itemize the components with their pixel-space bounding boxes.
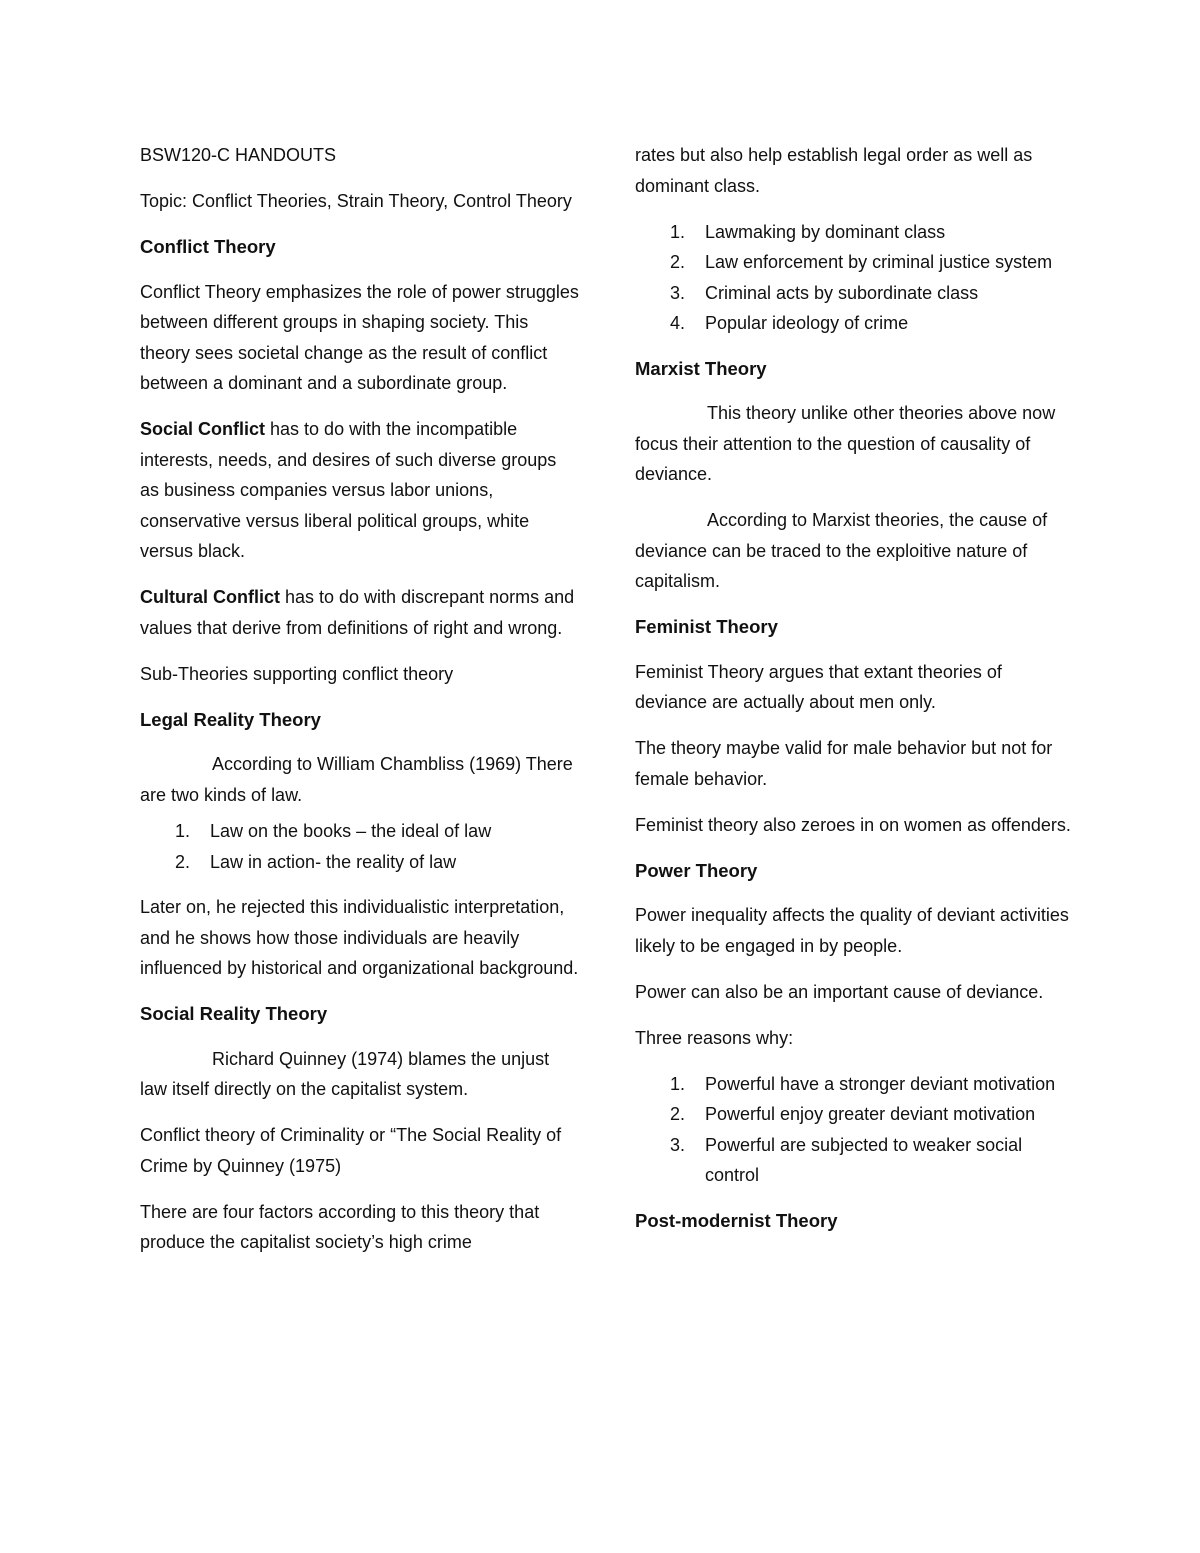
heading-marxist-theory: Marxist Theory: [635, 357, 767, 379]
power-paragraph-2: Power can also be an important cause of deviance.: [635, 981, 1044, 1002]
social-reality-paragraph: Richard Quinney (1974) blames the unjust law itself directly on the capitalist system.: [140, 1048, 550, 1099]
list-number: 3.: [670, 282, 686, 303]
legal-intro-paragraph: According to William Chambliss (1969) There are two kinds of law.: [140, 754, 573, 805]
cultural-conflict-paragraph: [140, 582, 580, 643]
right-column: [635, 140, 1075, 1250]
cultural-conflict-term: Cultural Conflict: [140, 587, 280, 607]
conflict-theory-paragraph: Conflict Theory emphasizes the role of power struggles between different groups in shaping society. This theory sees societal change as the result of conflict between a dominant and a subordinate group.: [140, 281, 579, 393]
subtheories-line: Sub-Theories supporting conflict theory: [140, 663, 454, 684]
cultural-conflict-text: has to do with discrepant norms and values that derive from definitions of right and wrong.: [140, 587, 575, 638]
list-number: 3.: [670, 1134, 686, 1155]
reasons-list: [635, 1069, 1075, 1191]
list-number: 2.: [670, 1104, 686, 1124]
list-text: Criminal acts by subordinate class: [705, 282, 979, 303]
list-text: Powerful enjoy greater deviant motivation: [705, 1104, 1036, 1124]
list-number: 1.: [670, 221, 686, 242]
list-item: [635, 1099, 1075, 1130]
feminist-paragraph-3: Feminist theory also zeroes in on women as offenders.: [635, 814, 1071, 835]
power-paragraph-3: Three reasons why:: [635, 1027, 794, 1048]
list-text: Powerful have a stronger deviant motivation: [705, 1073, 1056, 1094]
list-item: [635, 278, 1075, 309]
list-text: Powerful are subjected to weaker social control: [705, 1134, 1023, 1185]
list-text: Popular ideology of crime: [705, 313, 909, 333]
social-conflict-term: Social Conflict: [140, 419, 266, 439]
continuation-paragraph: rates but also help establish legal order as well as dominant class.: [635, 145, 1033, 196]
list-item: [635, 217, 1075, 248]
heading-legal-reality-theory: Legal Reality Theory: [140, 708, 321, 730]
list-item: [635, 1069, 1075, 1100]
list-text: Law in action- the reality of law: [210, 851, 457, 872]
heading-power-theory: Power Theory: [635, 859, 758, 881]
topic-line: Topic: Conflict Theories, Strain Theory, Control Theory: [140, 191, 572, 211]
marxist-paragraph-1: This theory unlike other theories above now focus their attention to the question of causality of deviance.: [635, 403, 1056, 484]
law-kinds-list: [140, 816, 580, 877]
factors-list: [635, 217, 1075, 339]
criminality-paragraph: Conflict theory of Criminality or “The Social Reality of Crime by Quinney (1975): [140, 1125, 562, 1176]
feminist-paragraph-2: The theory maybe valid for male behavior but not for female behavior.: [635, 738, 1053, 789]
heading-conflict-theory: Conflict Theory: [140, 236, 276, 257]
list-item: [635, 1130, 1075, 1191]
heading-feminist-theory: Feminist Theory: [635, 616, 778, 637]
social-conflict-paragraph: [140, 414, 580, 567]
list-item: [635, 247, 1075, 278]
left-column: [140, 140, 580, 1273]
heading-post-modernist-theory: Post-modernist Theory: [635, 1209, 838, 1231]
four-factors-paragraph: There are four factors according to this theory that produce the capitalist society’s high crime: [140, 1201, 540, 1252]
list-text: Law enforcement by criminal justice system: [705, 252, 1053, 272]
list-text: Law on the books – the ideal of law: [210, 821, 492, 841]
power-paragraph-1: Power inequality affects the quality of deviant activities likely to be engaged in by people.: [635, 905, 1069, 956]
list-text: Lawmaking by dominant class: [705, 221, 946, 242]
list-number: 4.: [670, 313, 686, 333]
list-item: [140, 816, 580, 847]
list-item: [140, 847, 580, 878]
legal-later-paragraph: Later on, he rejected this individualistic interpretation, and he shows how those individuals are heavily influenced by historical and organizational background.: [140, 897, 579, 978]
list-number: 1.: [670, 1073, 686, 1094]
heading-social-reality-theory: Social Reality Theory: [140, 1003, 328, 1024]
social-conflict-text: has to do with the incompatible interests, needs, and desires of such diverse groups as business companies versus labor unions, conservative versus liberal political groups, white versus black.: [140, 419, 557, 561]
marxist-paragraph-2: According to Marxist theories, the cause of deviance can be traced to the exploitive nature of capitalism.: [635, 510, 1048, 591]
list-item: [635, 308, 1075, 339]
feminist-paragraph-1: Feminist Theory argues that extant theories of deviance are actually about men only.: [635, 661, 1002, 712]
list-number: 2.: [670, 252, 686, 272]
document-title: BSW120-C HANDOUTS: [140, 145, 337, 165]
list-number: 2.: [175, 851, 191, 872]
list-number: 1.: [175, 821, 191, 841]
